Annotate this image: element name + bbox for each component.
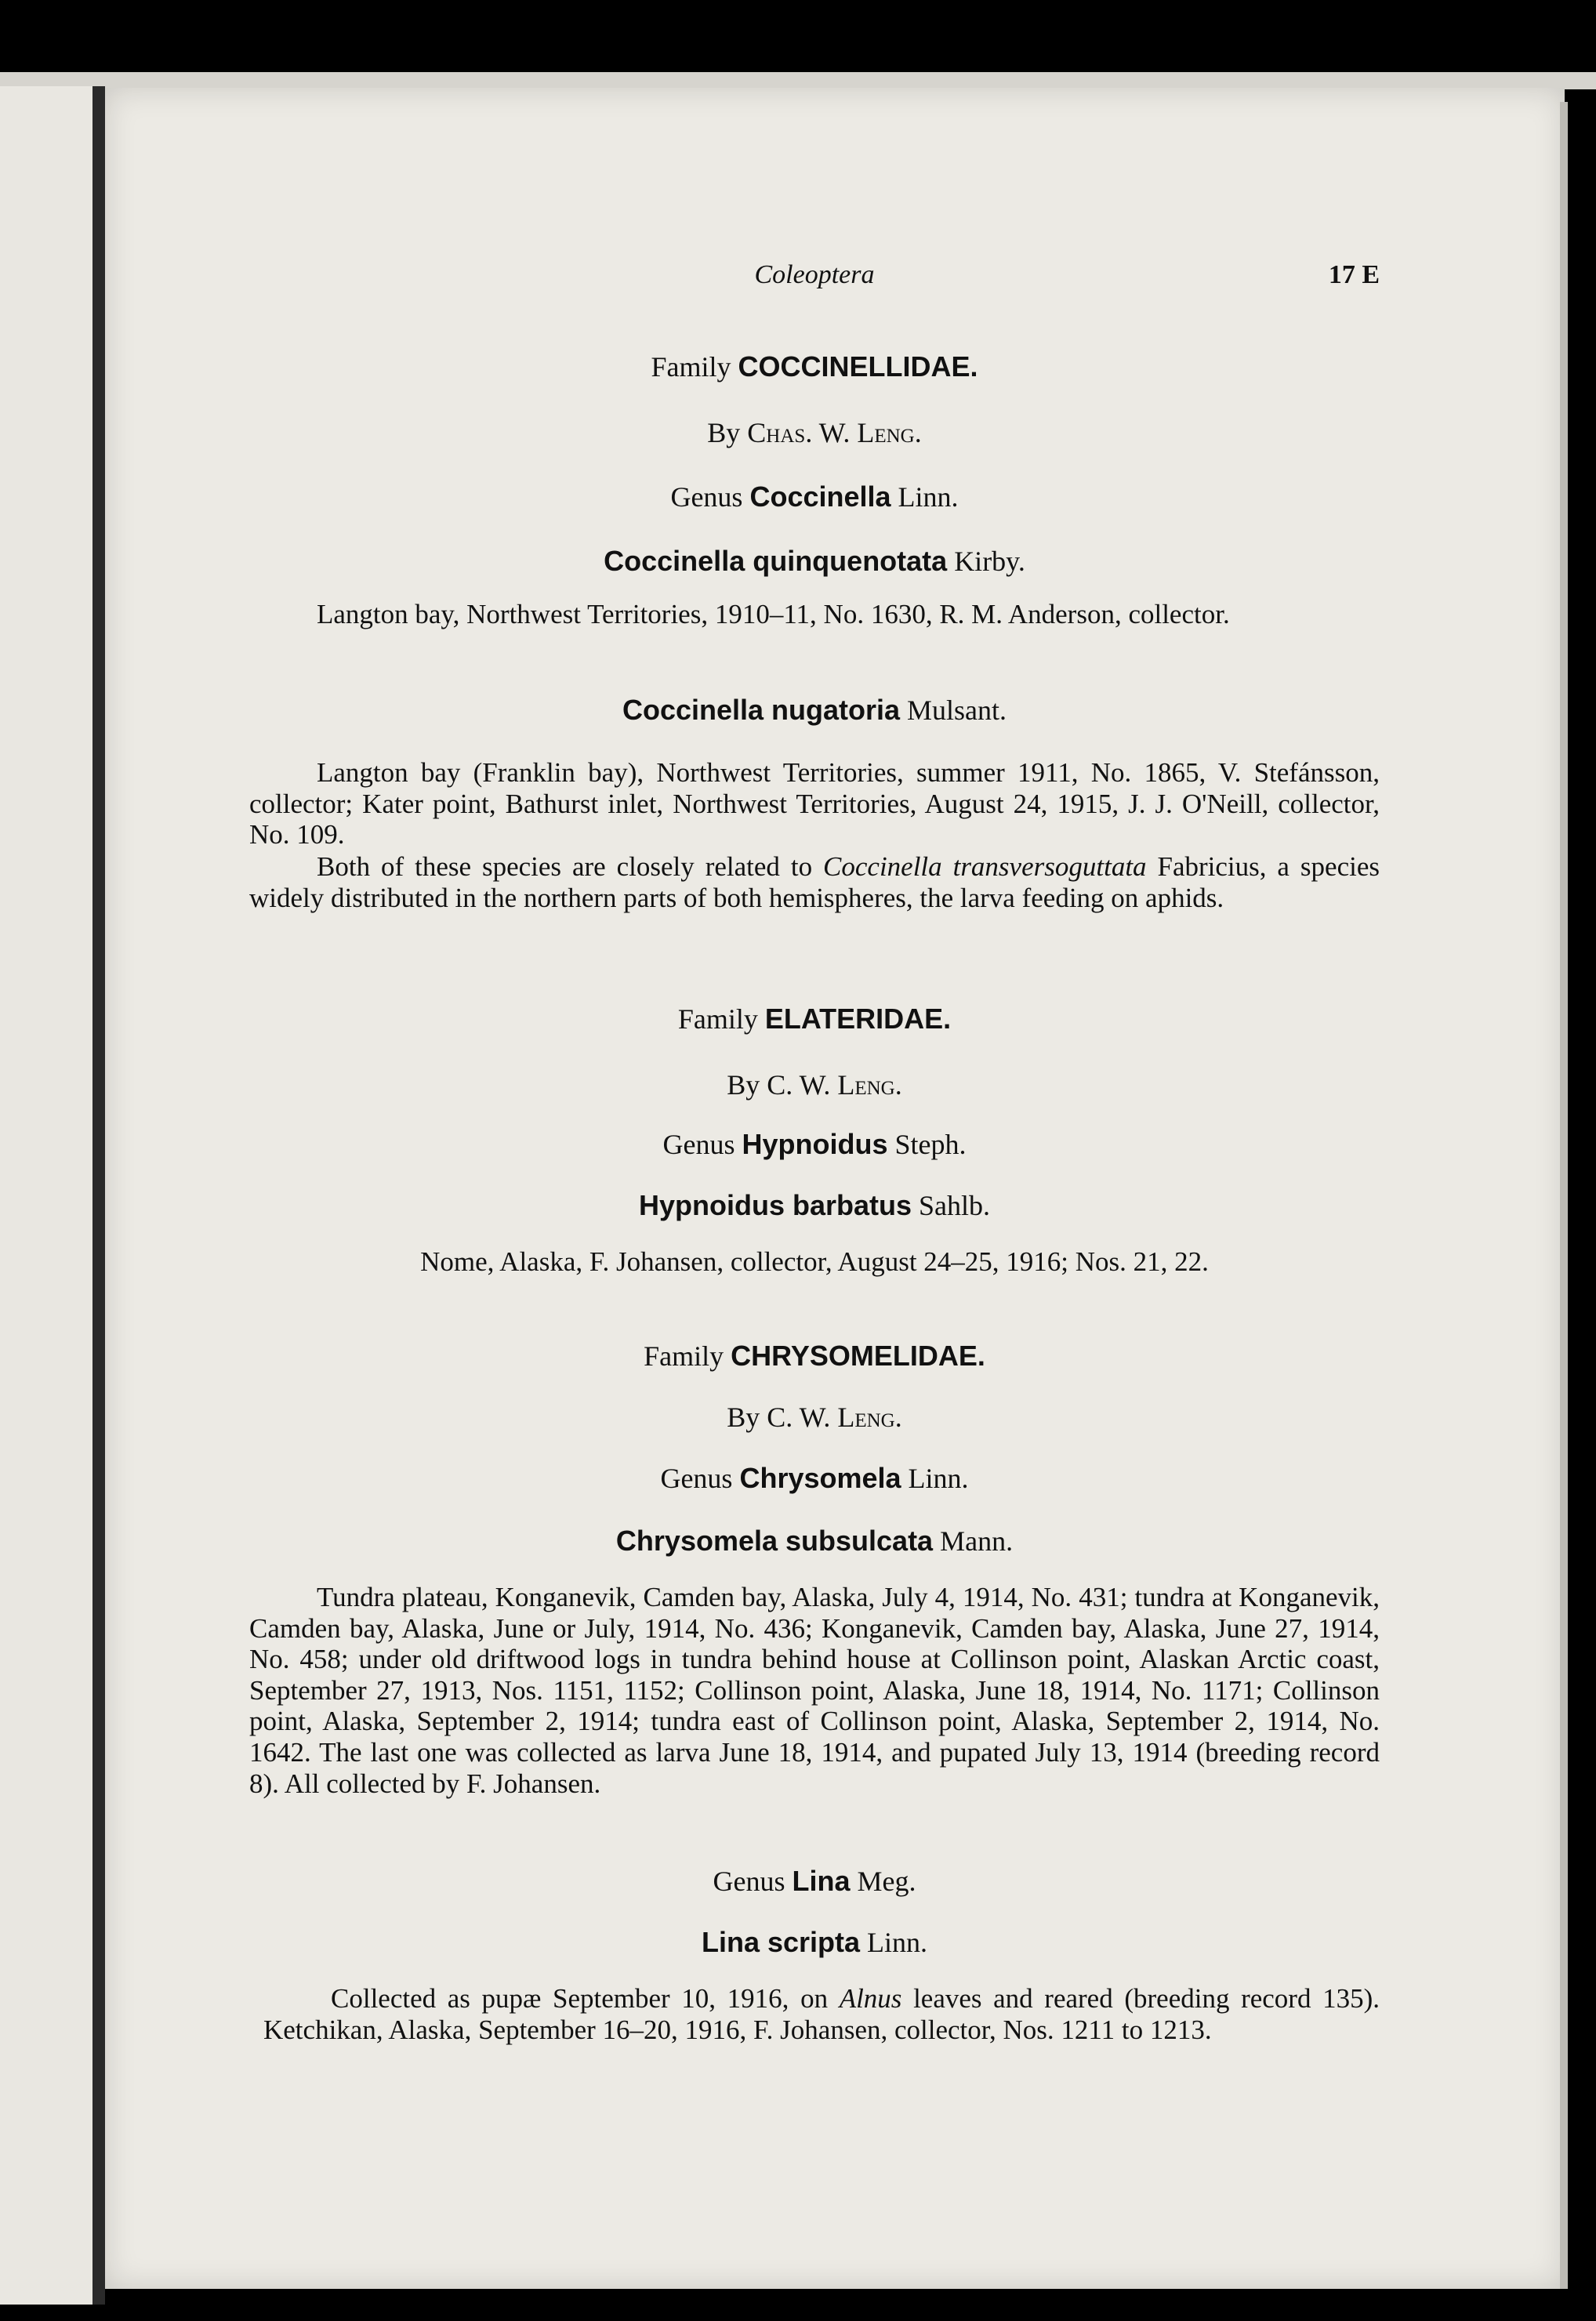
facing-page-edge [0, 86, 100, 2305]
genus-prefix: Genus [660, 1463, 733, 1494]
genus-prefix: Genus [670, 481, 743, 513]
species-name: Hypnoidus barbatus [638, 1189, 912, 1221]
page-top-edge [0, 72, 1596, 89]
note-text-2: Fabricius, a species widely distributed in the northern parts of both hemispheres, the larva feeding on aphids. [249, 851, 1380, 913]
family-heading-coccinellidae [249, 350, 1380, 384]
species-author: Sahlb. [919, 1190, 991, 1221]
family-heading-chrysomelidae [249, 1339, 1380, 1373]
author-line-elateridae [249, 1068, 1380, 1102]
author-name: Chas. W. Leng. [747, 417, 922, 448]
species-name: Coccinella quinquenotata [604, 545, 948, 577]
family-prefix: Family [651, 351, 731, 383]
genus-author: Steph. [894, 1129, 967, 1160]
species-heading-scripta [249, 1925, 1380, 1960]
species-author: Linn. [867, 1927, 928, 1958]
author-name: C. W. Leng. [767, 1069, 902, 1101]
record-subsulcata: Tundra plateau, Konganevik, Camden bay, Alaska, July 4, 1914, No. 431; tundra at Konganevik, Camden bay, Alaska, June or July, 1914, No. 436; Konganevik, Camden bay, Alaska, June 27, 1914, No. 458; under old driftwood logs in tundra behind house at Collinson point, Alaskan Arctic coast, September 27, 1913, Nos. 1151, 1152; Collinson point, Alaska, June 18, 1914, No. 1171; Collinson point, Alaska, September 2, 1914; tundra east of Collinson point, Alaska, September 2, 1914, No. 1642. The last one was collected as larva June 18, 1914, and pupated July 13, 1914 (breeding record 8). All collected by F. Johansen. [249, 1582, 1380, 1799]
record-scripta [263, 1983, 1380, 2045]
genus-prefix: Genus [662, 1129, 735, 1160]
record-genus-italic: Alnus [839, 1983, 902, 2014]
record-quinquenotata: Langton bay, Northwest Territories, 1910–11, No. 1630, R. M. Anderson, collector. [317, 599, 1230, 629]
record-text-1: Collected as pupæ September 10, 1916, on [331, 1983, 840, 2014]
species-heading-quinquenotata [249, 544, 1380, 578]
author-name: C. W. Leng. [767, 1402, 902, 1433]
page-number: 17 E [1328, 260, 1380, 289]
species-name: Coccinella nugatoria [622, 694, 901, 726]
species-author: Mann. [940, 1525, 1014, 1557]
note-coccinellidae [249, 851, 1380, 913]
species-heading-barbatus [249, 1188, 1380, 1223]
record-text-2: leaves and reared (breeding record 135). Ketchikan, Alaska, September 16–20, 1916, F. Johansen, collector, Nos. 1211 to 1213. [263, 1983, 1380, 2045]
genus-author: Meg. [857, 1866, 916, 1897]
genus-name: Lina [792, 1865, 851, 1897]
record-barbatus: Nome, Alaska, F. Johansen, collector, August 24–25, 1916; Nos. 21, 22. [420, 1246, 1209, 1277]
genus-author: Linn. [908, 1463, 969, 1494]
genus-name: Coccinella [749, 481, 891, 513]
family-prefix: Family [677, 1003, 758, 1035]
record-nugatoria: Langton bay (Franklin bay), Northwest Territories, summer 1911, No. 1865, V. Stefánsson, collector; Kater point, Bathurst inlet, Northwest Territories, August 24, 1915, J. J. O'Neill, collector, No. 109. [249, 757, 1380, 850]
species-author: Kirby. [954, 546, 1025, 577]
family-name: CHRYSOMELIDAE. [731, 1340, 985, 1372]
family-heading-elateridae [249, 1002, 1380, 1036]
author-prefix: By [727, 1402, 760, 1433]
species-author: Mulsant. [907, 694, 1007, 726]
genus-heading-coccinella [249, 480, 1380, 514]
genus-heading-lina [249, 1864, 1380, 1899]
species-heading-nugatoria [249, 693, 1380, 727]
genus-author: Linn. [898, 481, 959, 513]
genus-heading-chrysomela [249, 1461, 1380, 1496]
genus-heading-hypnoidus [249, 1127, 1380, 1162]
family-name: COCCINELLIDAE. [738, 350, 978, 383]
genus-name: Chrysomela [739, 1462, 901, 1494]
page-right-edge [1560, 102, 1568, 2289]
species-name: Chrysomela subsulcata [615, 1525, 934, 1557]
author-prefix: By [707, 417, 741, 448]
author-line-coccinellidae [249, 415, 1380, 450]
note-text-1: Both of these species are closely related to [317, 851, 824, 882]
running-head [249, 260, 1380, 292]
family-prefix: Family [644, 1340, 724, 1372]
family-name: ELATERIDAE. [764, 1003, 952, 1035]
gutter-shadow [92, 86, 105, 2305]
author-prefix: By [727, 1069, 760, 1101]
author-line-chrysomelidae [249, 1400, 1380, 1434]
genus-name: Hypnoidus [742, 1128, 888, 1160]
species-name: Lina scripta [701, 1926, 861, 1958]
note-species-italic: Coccinella transversoguttata [823, 851, 1147, 882]
running-head-title: Coleoptera [754, 260, 875, 289]
species-heading-subsulcata [249, 1524, 1380, 1558]
genus-prefix: Genus [713, 1866, 785, 1897]
